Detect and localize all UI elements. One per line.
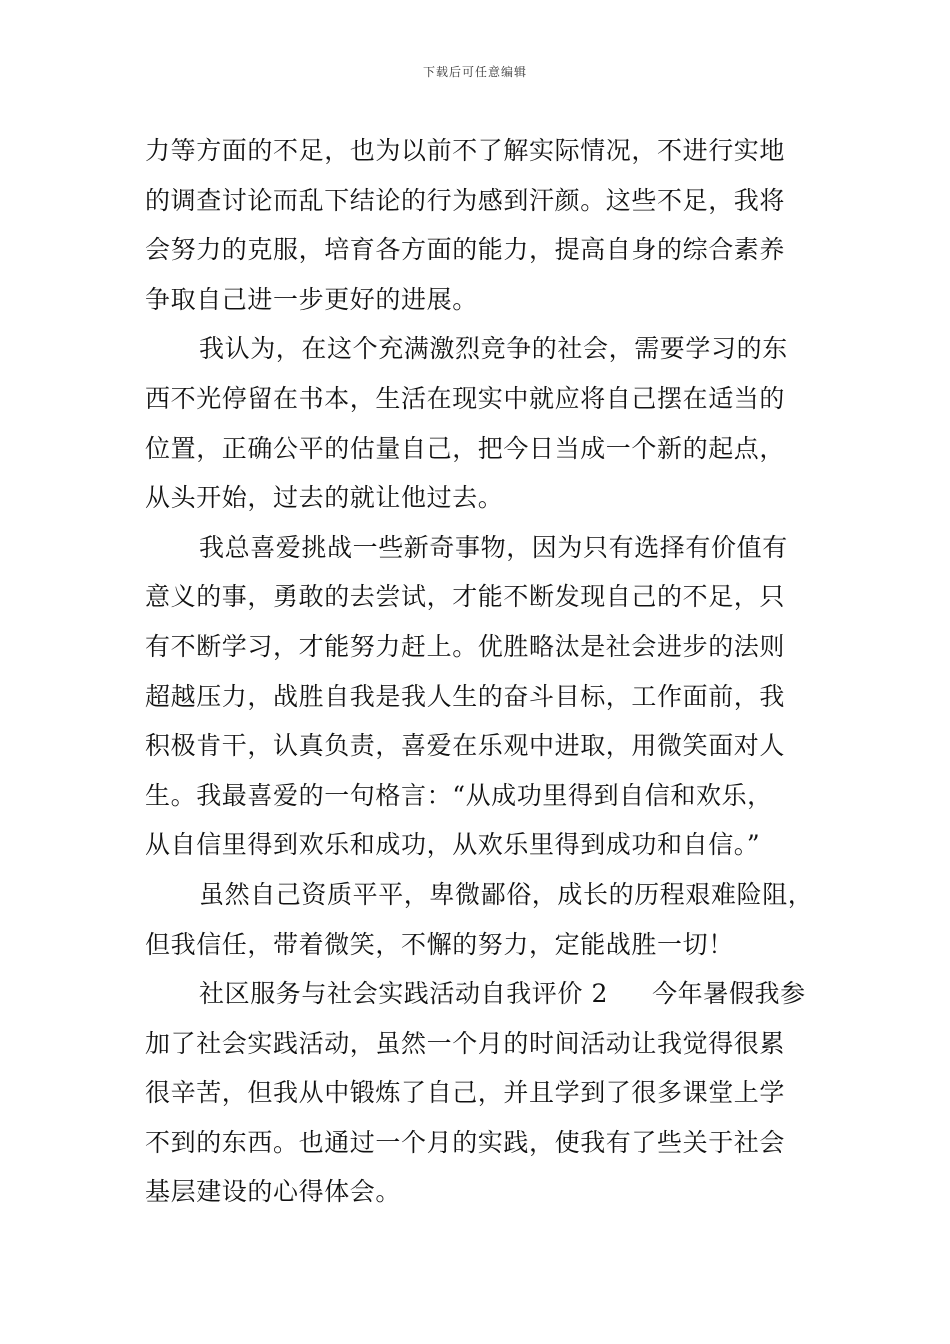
text-line: 有不断学习，才能努力赶上。优胜略汰是社会进步的法则 bbox=[145, 631, 786, 661]
text-line: 的调查讨论而乱下结论的行为感到汗颜。这些不足，我将 bbox=[145, 185, 786, 215]
text-line: 从头开始，过去的就让他过去。 bbox=[145, 483, 504, 513]
page-header: 下载后可任意编辑 bbox=[422, 65, 527, 79]
text-line: 会努力的克服，培育各方面的能力，提高自身的综合素养 bbox=[145, 235, 786, 265]
section-title-line bbox=[145, 969, 815, 1019]
paragraph-first-line: 虽然自己资质平平，卑微鄙俗，成长的历程艰难险阻， bbox=[199, 879, 814, 909]
body-text bbox=[145, 126, 815, 1217]
text-line: 基层建设的心得体会。 bbox=[145, 1177, 402, 1207]
text-line: 但我信任，带着微笑，不懈的努力，定能战胜一切！ bbox=[145, 929, 734, 959]
text-line: 超越压力，战胜自我是我人生的奋斗目标，工作面前，我 bbox=[145, 681, 786, 711]
section-lead-text: 今年暑假我参 bbox=[652, 979, 806, 1009]
text-line: 积极肯干，认真负责，喜爱在乐观中进取，用微笑面对人 bbox=[145, 731, 786, 761]
text-line: 争取自己进一步更好的进展。 bbox=[145, 284, 478, 314]
text-line: 位置，正确公平的估量自己，把今日当成一个新的起点， bbox=[145, 433, 786, 463]
text-line: 加了社会实践活动，虽然一个月的时间活动让我觉得很累 bbox=[145, 1028, 786, 1058]
paragraph-first-line: 我总喜爱挑战一些新奇事物，因为只有选择有价值有 bbox=[199, 532, 788, 562]
text-line: 生。我最喜爱的一句格言：“从成功里得到自信和欢乐， bbox=[145, 780, 773, 810]
paragraph-first-line: 我认为，在这个充满激烈竞争的社会，需要学习的东 bbox=[199, 334, 788, 364]
text-line: 很辛苦，但我从中锻炼了自己，并且学到了很多课堂上学 bbox=[145, 1078, 786, 1108]
text-line: 不到的东西。也通过一个月的实践，使我有了些关于社会 bbox=[145, 1127, 786, 1157]
text-line: 西不光停留在书本，生活在现实中就应将自己摆在适当的 bbox=[145, 383, 786, 413]
text-line: 力等方面的不足，也为以前不了解实际情况，不进行实地 bbox=[145, 136, 786, 165]
section-title: 社区服务与社会实践活动自我评价 2 bbox=[199, 979, 609, 1009]
text-line: 从自信里得到欢乐和成功，从欢乐里得到成功和自信。” bbox=[145, 830, 761, 860]
text-line: 意义的事，勇敢的去尝试，才能不断发现自己的不足，只 bbox=[145, 582, 786, 612]
